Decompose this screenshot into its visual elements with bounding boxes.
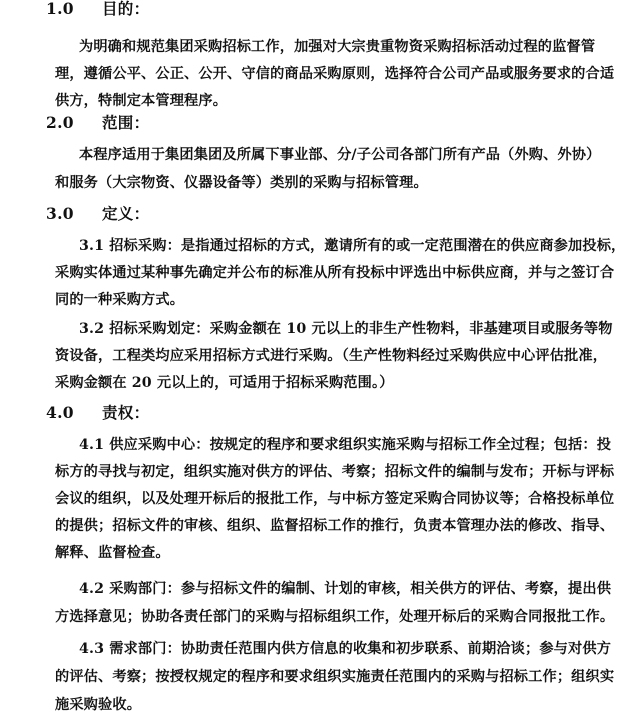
section-heading-1 <box>46 0 149 19</box>
section-heading-3 <box>46 202 149 224</box>
paragraph-line: 标方的寻找与初定，组织实施对供方的评估、考察；招标文件的编制与发布；开标与评标 <box>55 464 615 480</box>
paragraph-line: 方选择意见；协助各责任部门的采购与招标组织工作，处理开标后的采购合同报批工作。 <box>55 609 615 625</box>
paragraph-line: 的提供；招标文件的审核、组织、监督招标工作的推行，负责本管理办法的修改、指导、 <box>55 518 615 534</box>
paragraph-line: 3.1 招标采购：是指通过招标的方式，邀请所有的或一定范围潜在的供应商参加投标， <box>79 238 626 254</box>
paragraph-line: 解释、监督检查。 <box>55 545 170 561</box>
section-title: 目的： <box>102 0 150 18</box>
paragraph-line: 4.2 采购部门：参与招标文件的编制、计划的审核，相关供方的评估、考察，提出供 <box>79 581 612 597</box>
paragraph-line: 施采购验收。 <box>55 697 142 713</box>
paragraph-line: 采购实体通过某种事先确定并公布的标准从所有投标中评选出中标供应商，并与之签订合 <box>55 265 615 281</box>
paragraph-line: 的评估、考察；按授权规定的程序和要求组织实施责任范围内的采购与招标工作；组织实 <box>55 669 615 685</box>
section-number: 4.0 <box>46 403 74 422</box>
paragraph-line: 资设备，工程类均应采用招标方式进行采购。（生产性物料经过采购供应中心评估批准， <box>55 348 608 364</box>
paragraph-line: 为明确和规范集团采购招标工作，加强对大宗贵重物资采购招标活动过程的监督管 <box>79 39 596 55</box>
section-heading-4 <box>46 401 149 423</box>
section-title: 范围： <box>102 113 150 132</box>
paragraph-line: 和服务（大宗物资、仪器设备等）类别的采购与招标管理。 <box>55 175 428 191</box>
section-title: 定义： <box>102 204 150 223</box>
section-number: 1.0 <box>46 0 74 18</box>
paragraph-line: 3.2 招标采购划定：采购金额在 10 元以上的非生产性物料，非基建项目或服务等物 <box>79 321 613 337</box>
paragraph-line: 本程序适用于集团集团及所属下事业部、分/子公司各部门所有产品（外购、外协） <box>79 147 601 163</box>
paragraph-line: 供方，特制定本管理程序。 <box>55 93 228 109</box>
paragraph-line: 同的一种采购方式。 <box>55 292 185 308</box>
paragraph-line: 会议的组织，以及处理开标后的报批工作，与中标方签定采购合同协议等；合格投标单位 <box>55 491 615 507</box>
paragraph-line: 4.1 供应采购中心：按规定的程序和要求组织实施采购与招标工作全过程；包括：投 <box>79 437 612 453</box>
paragraph-line: 理，遵循公平、公正、公开、守信的商品采购原则，选择符合公司产品或服务要求的合适 <box>55 66 615 82</box>
section-number: 2.0 <box>46 113 74 132</box>
section-number: 3.0 <box>46 204 74 223</box>
section-heading-2 <box>46 111 149 133</box>
section-title: 责权： <box>102 403 150 422</box>
paragraph-line: 采购金额在 20 元以上的，可适用于招标采购范围。） <box>55 375 394 391</box>
paragraph-line: 4.3 需求部门：协助责任范围内供方信息的收集和初步联系、前期洽谈；参与对供方 <box>79 641 612 657</box>
